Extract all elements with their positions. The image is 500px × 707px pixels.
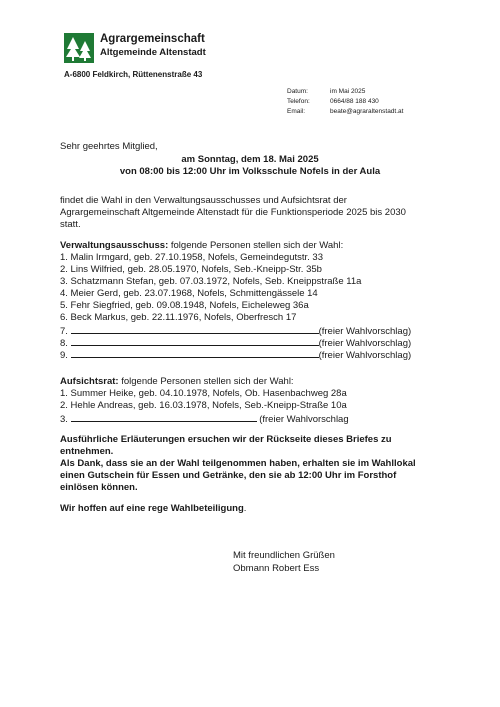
- notes-line: einlösen können.: [60, 482, 138, 493]
- blank-note: (freier Wahlvorschlag: [259, 414, 349, 425]
- blank-write-in-line: [71, 412, 257, 422]
- tree-logo-icon: [64, 33, 94, 63]
- intro-line: Agrargemeinschaft Altgemeinde Altenstadt für die Funktionsperiode 2025 bis 2030: [60, 207, 406, 218]
- verwaltung-heading-label: Verwaltungsausschuss:: [60, 240, 169, 251]
- date-value: im Mai 2025: [330, 88, 366, 95]
- notes-line: einen Gutschein für Essen und Getränke, den sie ab 12:00 Uhr im Forsthof: [60, 470, 397, 481]
- candidate-item: 2. Hehle Andreas, geb. 16.03.1978, Nofels, Seb.-Kneipp-Straße 10a: [60, 400, 347, 411]
- candidate-item: 1. Summer Heike, geb. 04.10.1978, Nofels, Ob. Hasenbachweg 28a: [60, 388, 347, 399]
- signature-greeting: Mit freundlichen Grüßen: [233, 550, 335, 561]
- blank-write-in-line: [71, 324, 319, 334]
- org-name: Agrargemeinschaft: [100, 33, 205, 45]
- date-label: Datum:: [287, 88, 308, 95]
- intro-line: findet die Wahl in den Verwaltungsausschusses und Aufsichtsrat der: [60, 195, 347, 206]
- candidate-item: 6. Beck Markus, geb. 22.11.1976, Nofels, Oberfresch 17: [60, 312, 297, 323]
- notes-line: Ausführliche Erläuterungen ersuchen wir der Rückseite dieses Briefes zu: [60, 434, 392, 445]
- verwaltung-heading-text: folgende Personen stellen sich der Wahl:: [168, 240, 344, 251]
- salutation: Sehr geehrtes Mitglied,: [60, 141, 158, 152]
- blank-number: 7.: [60, 326, 68, 337]
- phone-value: 0664/88 188 430: [330, 98, 379, 105]
- aufsicht-heading-text: folgende Personen stellen sich der Wahl:: [118, 376, 294, 387]
- blank-number: 8.: [60, 338, 68, 349]
- blank-number: 9.: [60, 350, 68, 361]
- notes-line: entnehmen.: [60, 446, 114, 457]
- verwaltung-heading: [60, 240, 343, 251]
- closing-text: Wir hoffen auf eine rege Wahlbeteiligung: [60, 503, 244, 514]
- blank-candidate-row: [60, 348, 411, 361]
- blank-note: (freier Wahlvorschlag): [318, 326, 412, 337]
- signature-name: Obmann Robert Ess: [233, 563, 320, 574]
- notes-line: Als Dank, dass sie an der Wahl teilgenommen haben, erhalten sie im Wahllokal: [60, 458, 416, 469]
- blank-number: 3.: [60, 414, 68, 425]
- org-address: A-6800 Feldkirch, Rüttenenstraße 43: [64, 70, 203, 79]
- closing-punctuation: .: [243, 503, 247, 514]
- candidate-item: 3. Schatzmann Stefan, geb. 07.03.1972, Nofels, Seb. Kneippstraße 11a: [60, 276, 362, 287]
- blank-note: (freier Wahlvorschlag): [318, 338, 412, 349]
- closing-line: [60, 503, 246, 514]
- candidate-item: 5. Fehr Siegfried, geb. 09.08.1948, Nofels, Eicheleweg 36a: [60, 300, 309, 311]
- candidate-item: 1. Malin Irmgard, geb. 27.10.1958, Nofels, Gemeindegutstr. 33: [60, 252, 323, 263]
- aufsicht-heading-label: Aufsichtsrat:: [60, 376, 119, 387]
- candidate-item: 2. Lins Wilfried, geb. 28.05.1970, Nofels, Seb.-Kneipp-Str. 35b: [60, 264, 322, 275]
- blank-write-in-line: [71, 348, 319, 358]
- aufsicht-heading: [60, 376, 294, 387]
- event-date: am Sonntag, dem 18. Mai 2025: [181, 154, 319, 165]
- event-time-location: von 08:00 bis 12:00 Uhr im Volksschule Nofels in der Aula: [119, 166, 381, 177]
- intro-line: statt.: [60, 219, 81, 230]
- phone-label: Telefon:: [287, 98, 310, 105]
- blank-candidate-row: [60, 412, 349, 425]
- org-subtitle: Altgemeinde Altenstadt: [100, 47, 206, 58]
- email-label: Email:: [287, 108, 306, 115]
- blank-note: (freier Wahlvorschlag): [318, 350, 412, 361]
- email-value[interactable]: beate@agraraltenstadt.at: [330, 108, 404, 115]
- candidate-item: 4. Meier Gerd, geb. 23.07.1968, Nofels, Schmittengässele 14: [60, 288, 318, 299]
- blank-write-in-line: [71, 336, 319, 346]
